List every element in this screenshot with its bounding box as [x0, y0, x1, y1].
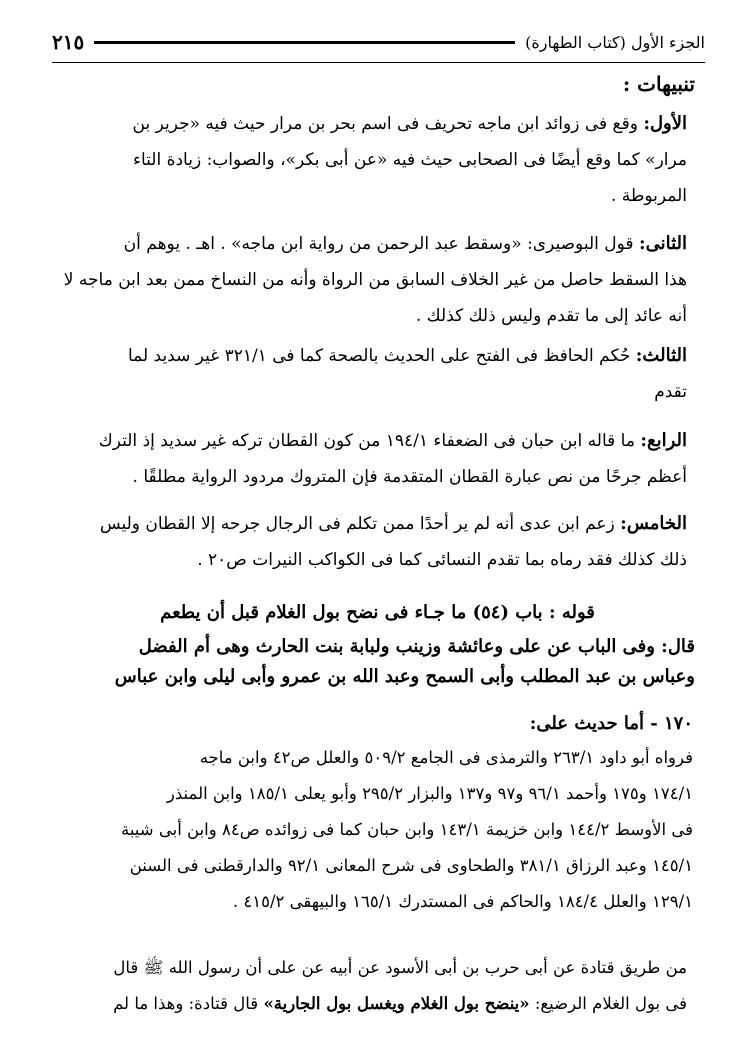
note-lead: الرابع: [640, 430, 687, 451]
note-line: قول البوصيرى: «وسقط عبد الرحمن من رواية ابن ماجه» . اهـ . يوهم أن [123, 234, 639, 254]
note-lead: الثالث: [635, 345, 687, 366]
note-second [60, 226, 687, 334]
note-line: حُكم الحافظ فى الفتح على الحديث بالصحة كما فى ٣٢١/١ غير سديد لما [127, 346, 636, 366]
note-fifth [60, 506, 687, 578]
note-line: زعم ابن عدى أنه لم ير أحدًا ممن تكلم فى الرجال جرحه إلا القطان وليس [99, 514, 621, 534]
note-line: أعظم جرحًا من نص عبارة القطان المتقدمة فإن المتروك مردود الرواية مطلقًا . [132, 467, 687, 487]
chain-line: من طريق قتادة عن أبى حرب بن أبى الأسود عن أبيه عن على أن رسول الله ﷺ قال [113, 958, 687, 977]
chain-paragraph [56, 950, 687, 1022]
header-title: الجزء الأول (كتاب الطهارة) [525, 32, 705, 52]
takhrij-line: فى الأوسط ١٤٤/٢ وابن خزيمة ١٤٣/١ وابن حبان كما فى زوائده ص٨٤ وابن أبى شيبة [120, 820, 693, 839]
note-line: ذلك كذلك فقد رماه بما تقدم النسائى كما فى الكواكب النيرات ص٢٠ . [197, 550, 687, 570]
note-line: تقدم [654, 382, 687, 402]
takhrij-line: ١٧٤/١ و١٧٥ وأحمد ٩٦/١ و٩٧ و١٣٧ والبزار ٢٩٥/٢ وأبو يعلى ١٨٥/١ وابن المنذر [166, 784, 693, 803]
note-line: ما قاله ابن حبان فى الضعفاء ١٩٤/١ من كون القطان تركه غير سديد إذ الترك [98, 431, 641, 451]
note-line: المربوطة . [610, 186, 687, 206]
takhrij-line: ١٤٥/١ وعبد الرزاق ٣٨١/١ والطحاوى فى شرح المعانى ٩٢/١ والدارقطنى فى السنن [129, 856, 693, 875]
note-lead: الخامس: [620, 513, 687, 534]
bab-line: قال: وفى الباب عن على وعائشة وزينب ولبابة بنت الحارث وهى أم الفضل [138, 636, 695, 657]
takhrij-line: ١٢٩/١ والعلل ١٨٤/٤ والحاكم فى المستدرك ١٦٥/١ والبيهقى ٤١٥/٢ . [232, 892, 693, 911]
note-line: أنه عائد إلى ما تقدم وليس ذلك كذلك . [415, 306, 687, 326]
chapter-bab-text [80, 632, 695, 692]
hadith-heading: ١٧٠ - أما حديث على: [529, 713, 693, 734]
note-lead: الثانى: [638, 233, 687, 254]
hadith-quote: «ينضح بول الغلام ويغسل بول الجارية» [263, 994, 530, 1013]
takhrij-line: فرواه أبو داود ٢٦٣/١ والترمذى فى الجامع ٥٠٩/٢ والعلل ص٤٢ وابن ماجه [199, 748, 693, 767]
note-line: وقع فى زوائد ابن ماجه تحريف فى اسم بحر بن مرار حيث فيه «جرير بن [132, 114, 644, 134]
note-fourth [60, 423, 687, 495]
note-line: مرار» كما وقع أيضًا فى الصحابى حيث فيه «عن أبى بكر»، والصواب: زيادة التاء [132, 150, 687, 170]
chain-line-end: قال قتادة: وهذا ما لم [113, 994, 264, 1013]
bab-line: وعباس بن عبد المطلب وأبى السمح وعبد الله بن عمرو وأبى ليلى وابن عباس [114, 666, 695, 687]
page-number: ٢١٥ [52, 30, 85, 54]
note-third [60, 338, 687, 410]
note-first [60, 106, 687, 214]
chapter-heading: قوله : باب (٥٤) ما جـاء فى نضح بول الغلام قبل أن يطعم [160, 602, 595, 623]
note-lead: الأول: [643, 113, 687, 134]
chain-line-start: فى بول الغلام الرضيع: [529, 994, 687, 1013]
takhrij-paragraph [56, 740, 693, 920]
header-rule [94, 41, 515, 44]
section-title: تنبيهات : [622, 72, 695, 96]
running-header [52, 22, 705, 63]
note-line: هذا السقط حاصل من غير الخلاف السابق من الرواة وأنه من النساخ ممن بعد ابن ماجه لا [63, 270, 687, 290]
